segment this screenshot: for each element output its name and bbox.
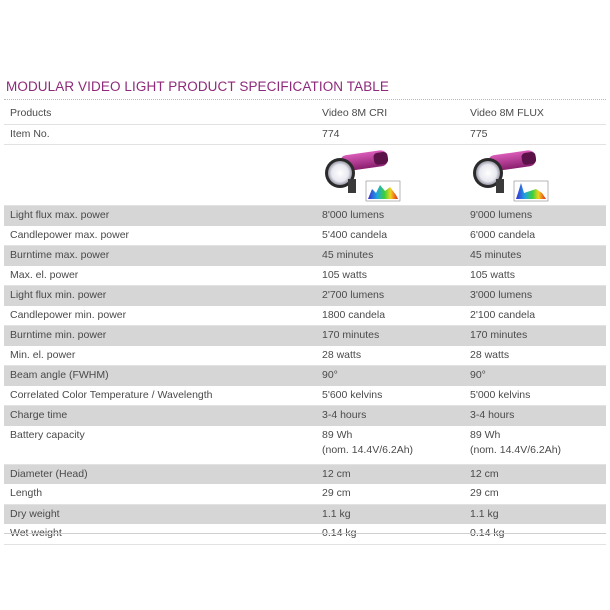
product-image-row — [4, 145, 606, 206]
spec-value-flux: 45 minutes — [464, 246, 606, 266]
spec-label: Light flux max. power — [4, 206, 316, 226]
spec-label: Min. el. power — [4, 346, 316, 366]
spec-label: Burntime min. power — [4, 326, 316, 346]
spec-value-flux: 89 Wh (nom. 14.4V/6.2Ah) — [464, 426, 606, 465]
spec-label: Light flux min. power — [4, 286, 316, 306]
item-no-cri: 774 — [316, 124, 464, 145]
spec-value-flux: 2'100 candela — [464, 306, 606, 326]
table-row — [4, 206, 606, 226]
spec-value-flux: 1.1 kg — [464, 504, 606, 524]
table-row — [4, 426, 606, 465]
table-bottom-divider — [4, 533, 606, 534]
table-row — [4, 386, 606, 406]
spec-label: Correlated Color Temperature / Wavelength — [4, 386, 316, 406]
item-no-label: Item No. — [4, 124, 316, 145]
table-row — [4, 464, 606, 484]
spec-value-cri: 0.14 kg — [316, 524, 464, 544]
table-row — [4, 346, 606, 366]
spec-value-cri: 170 minutes — [316, 326, 464, 346]
spec-value-cri: 2'700 lumens — [316, 286, 464, 306]
spec-value-cri: 3-4 hours — [316, 406, 464, 426]
spec-label: Max. el. power — [4, 266, 316, 286]
spec-table — [4, 104, 606, 545]
spec-label: Beam angle (FWHM) — [4, 366, 316, 386]
spec-value-flux: 90° — [464, 366, 606, 386]
spec-value-flux: 3-4 hours — [464, 406, 606, 426]
spec-label: Battery capacity — [4, 426, 316, 465]
spec-value-cri: 1.1 kg — [316, 504, 464, 524]
table-row — [4, 484, 606, 504]
spec-value-flux: 29 cm — [464, 484, 606, 504]
table-row — [4, 366, 606, 386]
table-header-row — [4, 104, 606, 124]
video-light-cri-icon — [322, 149, 402, 203]
item-no-row — [4, 124, 606, 145]
header-label: Products — [4, 104, 316, 124]
spec-value-flux: 0.14 kg — [464, 524, 606, 544]
product-name-cri: Video 8M CRI — [316, 104, 464, 124]
spec-label: Diameter (Head) — [4, 464, 316, 484]
spec-value-cri: 8'000 lumens — [316, 206, 464, 226]
table-row — [4, 266, 606, 286]
spec-label: Wet weight — [4, 524, 316, 544]
product-name-flux: Video 8M FLUX — [464, 104, 606, 124]
spec-label: Candlepower min. power — [4, 306, 316, 326]
spec-value-cri: 5'600 kelvins — [316, 386, 464, 406]
spec-value-cri: 5'400 candela — [316, 226, 464, 246]
spec-value-flux: 6'000 candela — [464, 226, 606, 246]
spec-label: Burntime max. power — [4, 246, 316, 266]
spec-value-cri: 89 Wh (nom. 14.4V/6.2Ah) — [316, 426, 464, 465]
spec-value-flux: 12 cm — [464, 464, 606, 484]
product-image-cell — [316, 145, 464, 206]
spec-label: Dry weight — [4, 504, 316, 524]
spec-value-flux: 170 minutes — [464, 326, 606, 346]
spec-label: Length — [4, 484, 316, 504]
spec-value-flux: 28 watts — [464, 346, 606, 366]
video-light-flux-icon — [470, 149, 550, 203]
spec-value-cri: 90° — [316, 366, 464, 386]
table-row — [4, 286, 606, 306]
product-image-cell — [464, 145, 606, 206]
spec-value-cri: 28 watts — [316, 346, 464, 366]
spec-label: Candlepower max. power — [4, 226, 316, 246]
title-divider — [4, 99, 606, 100]
spec-value-flux: 105 watts — [464, 266, 606, 286]
page-title: MODULAR VIDEO LIGHT PRODUCT SPECIFICATION TABLE — [6, 79, 390, 94]
table-row — [4, 524, 606, 544]
spec-value-cri: 105 watts — [316, 266, 464, 286]
spec-value-cri: 29 cm — [316, 484, 464, 504]
table-row — [4, 504, 606, 524]
spec-value-cri: 12 cm — [316, 464, 464, 484]
table-row — [4, 306, 606, 326]
spec-value-flux: 5'000 kelvins — [464, 386, 606, 406]
spec-value-flux: 3'000 lumens — [464, 286, 606, 306]
spec-value-cri: 1800 candela — [316, 306, 464, 326]
spec-label: Charge time — [4, 406, 316, 426]
table-row — [4, 226, 606, 246]
spec-value-cri: 45 minutes — [316, 246, 464, 266]
table-row — [4, 326, 606, 346]
spec-value-flux: 9'000 lumens — [464, 206, 606, 226]
item-no-flux: 775 — [464, 124, 606, 145]
table-row — [4, 246, 606, 266]
image-row-label — [4, 145, 316, 206]
table-row — [4, 406, 606, 426]
